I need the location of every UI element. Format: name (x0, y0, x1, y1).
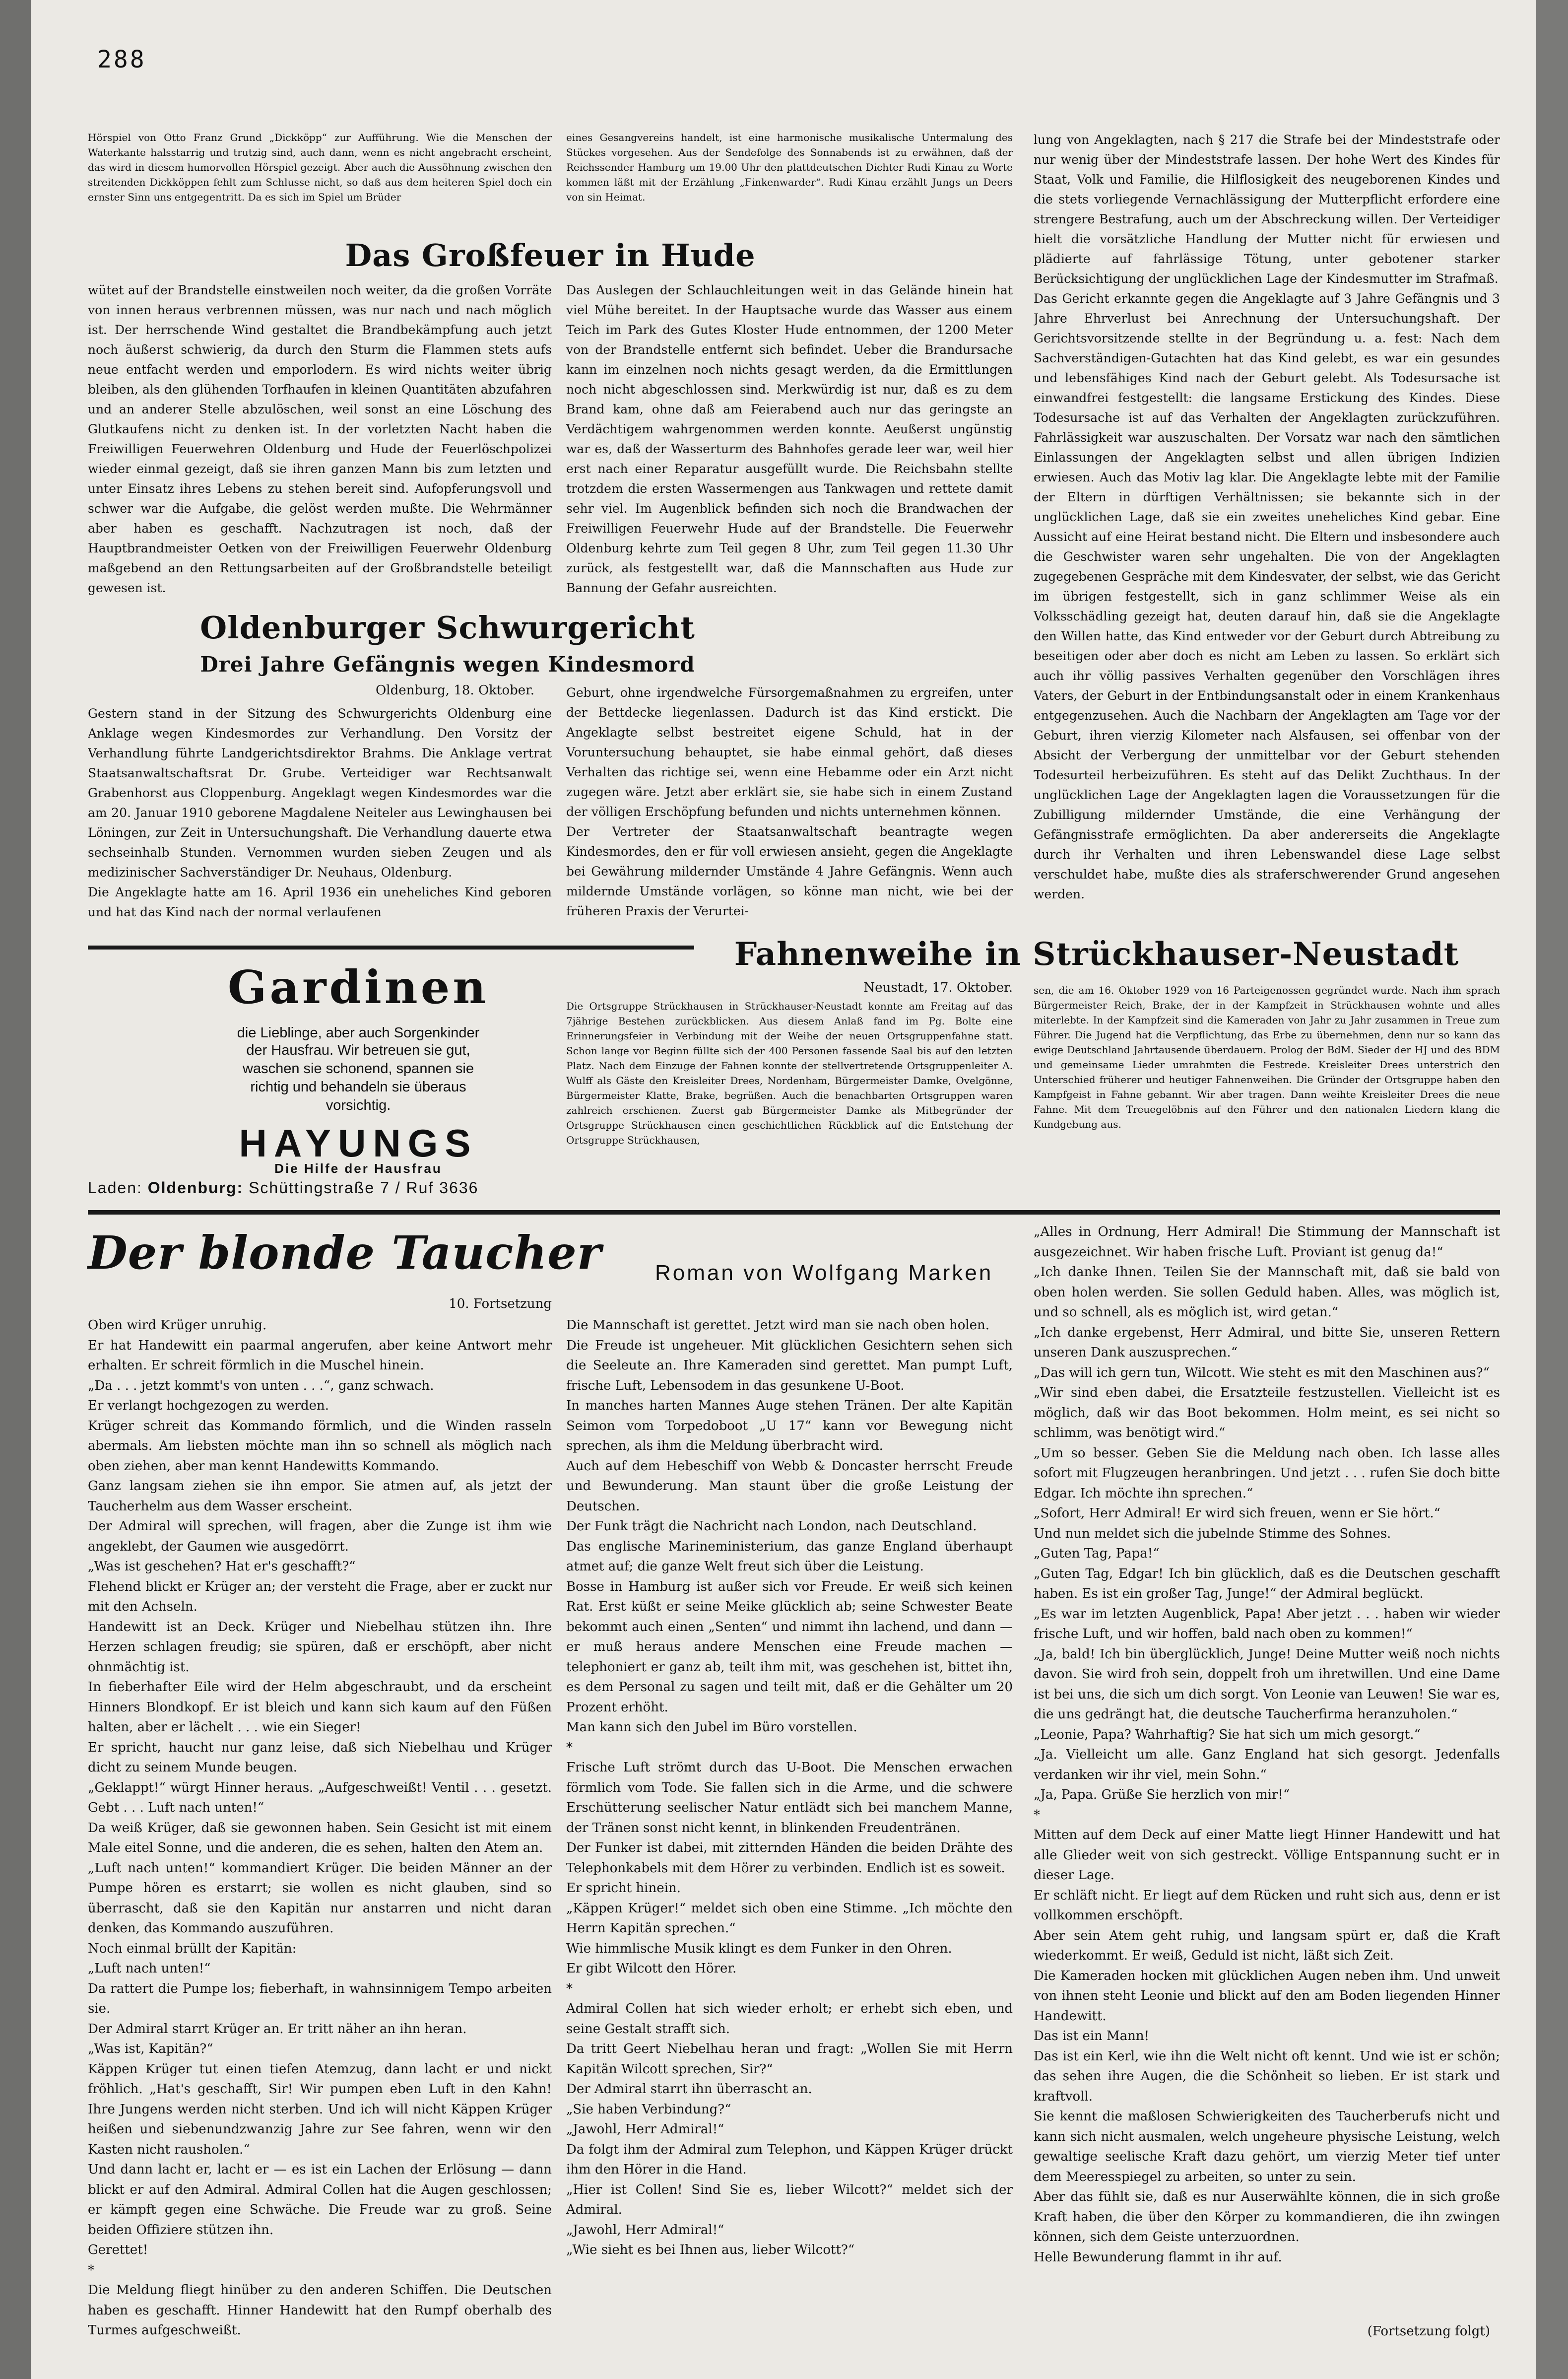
gericht-col2: Geburt, ohne irgendwelche Fürsorgemaßnahmen zu ergreifen, unter der Bettdecke liegenlassen. Dadurch ist das Kind erstickt. Die Angeklagte selbst bestreitet eigene Schuld, hat in der Voruntersuchung behauptet, sie habe einmal gehört, daß dieses Verhalten das richtige sei, wenn eine Hebamme oder ein Arzt nicht zugegen wäre. Jetzt aber erklärt sie, sie habe sich in einem Zustand der völligen Erschöpfung befunden und nichts unternehmen können. Der Vertreter der Staatsanwaltschaft beantragte wegen Kindesmordes, den er für voll erwiesen ansieht, gegen die Angeklagte bei Gewährung mildernder Umstände 4 Jahre Gefängnis. Wenn auch mildernde Umstände vorlägen, so könne man nicht, wie bei der früheren Praxis der Verurtei- (566, 685, 1013, 918)
fahnenweihe-col2: sen, die am 16. Oktober 1929 von 16 Parteigenossen gegründet wurde. Nach ihm sprach Bürgermeister Reich, Brake, der in der Kampfzeit in Strückhausen wohnte und alles miterlebte. In der Kampfzeit sind die Kameraden von Jahr zu Jahr zusammen in Treue zum Führer. Die Jugend hat die Verpflichtung, das Erbe zu übernehmen, denn nur so kann das ewige Deutschland Jahrtausende überdauern. Prolog der BdM. Sieder der HJ und des BDM und gemeinsame Lieder umrahmten die Festrede. Kreisleiter Drees unterstrich den Unterschied früherer und heutiger Fahnenweihen. Die Gründer der Ortsgruppe haben den Kampfgeist in Fahne gebannt. Wir aber tragen. Dann weihte Kreisleiter Drees die neue Fahne. Mit dem Treuegelöbnis auf den Führer und den nationalen Liedern klang die Kundgebung aus. (1034, 984, 1500, 1130)
ad-line-3: waschen sie schonend, spannen sie (243, 1061, 474, 1077)
grossfeuer-headline: Das Großfeuer in Hude (345, 237, 756, 273)
ad-address-city: Oldenburg: (147, 1179, 244, 1197)
roman-title: Der blonde Taucher (88, 1226, 602, 1280)
roman-col3: „Alles in Ordnung, Herr Admiral! Die Stimmung der Mannschaft ist ausgezeichnet. Wir haben frische Luft. Proviant ist genug da!“ „Ich danke Ihnen. Teilen Sie der Mannschaft mit, daß sie bald von oben holen werden. Sie sollen Geduld haben. Alles, was möglich ist, und so schnell, als es möglich ist, wird getan.“ „Ich danke ergebenst, Herr Admiral, und bitte Sie, unseren Rettern unseren Dank auszusprechen.“ „Das will ich gern tun, Wilcott. Wie steht es mit den Maschinen aus?“ „Wir sind eben dabei, die Ersatzteile festzustellen. Vielleicht ist es möglich, daß wir das Boot bekommen. Holm meint, es sei nicht so schlimm, was benötigt wird.“ „Um so besser. Geben Sie die Meldung nach oben. Ich lasse alles sofort mit Flugzeugen heranbringen. Und jetzt . . . rufen Sie doch bitte Edgar. Ich möchte ihn sprechen.“ „Sofort, Herr Admiral! Er wird sich freuen, wenn er Sie hört.“ Und nun meldet sich die jubelnde Stimme des Sohnes. „Guten Tag, Papa!“ „Guten Tag, Edgar! Ich bin glücklich, daß es die Deutschen geschafft haben. Es ist ein großer Tag, Junge!“ der Admiral beglückt. „Es war im letzten Augenblick, Papa! Aber jetzt . . . haben wir wieder frische Luft, und wir hoffen, bald nach oben zu kommen!“ „Ja, bald! Ich bin überglücklich, Junge! Deine Mutter weiß noch nichts davon. Sie wird froh sein, doppelt froh um ihretwillen. Und eine Dame ist bei uns, die sich um dich sorgt. Von Leonie van Leuwen! Sie war es, die uns gedrängt hat, die deutsche Taucherfirma heranzuholen.“ „Leonie, Papa? Wahrhaftig? Sie hat sich um mich gesorgt.“ „Ja. Vielleicht um alle. Ganz England hat sich gesorgt. Jedenfalls verdanken wir ihr viel, mein Sohn.“ „Ja, Papa. Grüße Sie herzlich von mir!“ * Mitten auf dem Deck auf einer Matte liegt Hinner Handewitt und hat alle Glieder weit von sich gestreckt. Völlige Entspannung sucht er in dieser Lage. Er schläft nicht. Er liegt auf dem Rücken und ruht sich aus, denn er ist vollkommen erschöpft. Aber sein Atem geht ruhig, und langsam spürt er, daß die Kraft wiederkommt. Er weiß, Geduld ist nicht, läßt sich Zeit. Die Kameraden hocken mit glücklichen Augen neben ihm. Und unweit von ihnen steht Leonie und blickt auf den am Boden liegenden Hinner Handewitt. Das ist ein Mann! Das ist ein Kerl, wie ihn die Welt nicht oft kennt. Und wie ist er schön; das sehen ihre Augen, die die Schönheit so lieben. Er ist stark und kraftvoll. Sie kennt die maßlosen Schwierigkeiten des Taucherberufs nicht und kann sich nicht ausmalen, welch ungeheure physische Leistung, welch gewaltige seelische Kraft dazu gehört, um vierzig Meter tief unter dem Meeresspiegel zu arbeiten, so unter zu sein. Aber das fühlt sie, daß es nur Auserwählte können, die in sich große Kraft haben, die über den Körper zu kommandieren, die ihn zwingen können, sich dem Geiste unterzuordnen. Helle Bewunderung flammt in ihr auf. (1034, 1224, 1500, 2265)
gericht-subheadline: Drei Jahre Gefängnis wegen Kindesmord (200, 652, 695, 677)
gericht-headline: Oldenburger Schwurgericht (200, 610, 695, 646)
section-rule (88, 1210, 1500, 1215)
ad-slogan: Die Hilfe der Hausfrau (274, 1161, 442, 1176)
ad-title: Gardinen (227, 960, 489, 1014)
gericht-col1: Gestern stand in der Sitzung des Schwurgerichts Oldenburg eine Anklage wegen Kindesmordes zur Verhandlung. Den Vorsitz der Verhandlung führte Landgerichtsdirektor Brahms. Die Anklage vertrat Staatsanwaltschaftsrat Dr. Grube. Verteidiger war Rechtsanwalt Grabenhorst aus Cloppenburg. Angeklagt wegen Kindesmordes war die am 20. Januar 1910 geborene Magdalene Neiteler aus Lewinghausen bei Löningen, zur Zeit in Untersuchungshaft. Die Verhandlung dauerte etwa sechseinhalb Stunden. Vernommen wurden sieben Zeugen und als medizinischer Sachverständiger Dr. Neuhaus, Oldenburg. Die Angeklagte hatte am 16. April 1936 ein uneheliches Kind geboren und hat das Kind nach der normal verlaufenen (88, 706, 552, 919)
fahnenweihe-dateline: Neustadt, 17. Oktober. (863, 980, 1013, 995)
ad-top-rule (88, 946, 694, 950)
ad-line-5: vorsichtig. (326, 1097, 391, 1113)
roman-col1: Oben wird Krüger unruhig. Er hat Handewitt ein paarmal angerufen, aber keine Antwort mehr erhalten. Er schreit förmlich in die Muschel hinein. „Da . . . jetzt kommt's von unten . . .“, ganz schwach. Er verlangt hochgezogen zu werden. Krüger schreit das Kommando förmlich, und die Winden rasseln abermals. Am liebsten möchte man ihn so schnell als möglich nach oben ziehen, aber man kennt Handewitts Kommando. Ganz langsam ziehen sie ihn empor. Sie atmen auf, als jetzt der Taucherhelm aus dem Wasser erscheint. Der Admiral will sprechen, will fragen, aber die Zunge ist ihm wie angeklebt, der Gaumen wie ausgedörrt. „Was ist geschehen? Hat er's geschafft?“ Flehend blickt er Krüger an; der versteht die Frage, aber er zuckt nur mit den Achseln. Handewitt ist an Deck. Krüger und Niebelhau stützen ihn. Ihre Herzen schlagen freudig; sie spüren, daß er erschöpft, aber nicht ohnmächtig ist. In fieberhafter Eile wird der Helm abgeschraubt, und da erscheint Hinners Blondkopf. Er ist bleich und kann sich kaum auf den Füßen halten, aber er lächelt . . . wie ein Sieger! Er spricht, haucht nur ganz leise, daß sich Niebelhau und Krüger dicht zu seinem Munde beugen. „Geklappt!“ würgt Hinner heraus. „Aufgeschweißt! Ventil . . . gesetzt. Gebt . . . Luft nach unten!“ Da weiß Krüger, daß sie gewonnen haben. Sein Gesicht ist mit einem Male eitel Sonne, und die anderen, die es sehen, halten den Atem an. „Luft nach unten!“ kommandiert Krüger. Die beiden Männer an der Pumpe hören es erstarrt; sie wollen es nicht glauben, sind so überrascht, daß sie den Kapitän nur anstarren und nicht daran denken, das Kommando auszuführen. Noch einmal brüllt der Kapitän: „Luft nach unten!“ Da rattert die Pumpe los; fieberhaft, in wahnsinnigem Tempo arbeiten sie. Der Admiral starrt Krüger an. Er tritt näher an ihn heran. „Was ist, Kapitän?“ Käppen Krüger tut einen tiefen Atemzug, dann lacht er und nickt fröhlich. „Hat's geschafft, Sir! Wir pumpen eben Luft in den Kahn! Ihre Jungens werden nicht sterben. Und ich will nicht Käppen Krüger heißen und siebenundzwanzig Jahre zur See fahren, wenn wir den Kasten nicht rausholen.“ Und dann lacht er, lacht er — es ist ein Lachen der Erlösung — dann blickt er auf den Admiral. Admiral Collen hat die Augen geschlossen; er kämpft gegen eine Schwäche. Die Freude war zu groß. Seine beiden Offiziere stützen ihn. Gerettet! * Die Meldung fliegt hinüber zu den anderen Schiffen. Die Deutschen haben es geschafft. Hinner Handewitt hat den Rumpf oberhalb des Turmes aufgeschweißt. (88, 1318, 552, 2338)
ad-address-rest: Schüttingstraße 7 / Ruf 3636 (249, 1179, 479, 1197)
hoerspiel-col1: Hörspiel von Otto Franz Grund „Dickköpp“ zur Aufführung. Wie die Menschen der Waterkante halsstarrig und trutzig sind, auch dann, wenn es nicht angebracht erscheint, das wird in diesem humorvollen Hörspiel gezeigt. Aber auch die Aussöhnung zwischen den streitenden Dickköppen fehlt zum Schlusse nicht, so daß aus dem heiteren Spiel doch ein ernster Sinn uns entgegentritt. Da es sich im Spiel um Brüder (88, 132, 552, 203)
scan-edge-left (0, 0, 31, 2379)
fahnenweihe-col1: Die Ortsgruppe Strückhausen in Strückhauser-Neustadt konnte am Freitag auf das 7jährige Bestehen zurückblicken. Aus diesem Anlaß fand im Pg. Bolte eine Erinnerungsfeier in Verbindung mit der Weihe der neuen Ortsgruppenfahne statt. Schon lange vor Beginn füllte sich der 400 Personen fassende Saal bis auf den letzten Platz. Nach dem Einzuge der Fahnen konnte der stellvertretende Ortsgruppenleiter A. Wulff als Gäste den Kreisleiter Drees, Nordenham, Bürgermeister Damke, Ovelgönne, Bürgermeister Klatte, Brake, begrüßen. Auch die benachbarten Ortsgruppen waren zahlreich erschienen. Zuerst gab Bürgermeister Damke als Mitbegründer der Ortsgruppe Strückhausen einen geschichtlichen Rückblick auf die Entstehung der Ortsgruppe Strückhausen, (566, 1000, 1013, 1146)
gericht-col3: lung von Angeklagten, nach § 217 die Strafe bei der Mindeststrafe oder nur wenig über der Mindeststrafe lassen. Der hohe Wert des Kindes für Staat, Volk und Familie, die Hilflosigkeit des neugeborenen Kindes und die stets vorliegende Vernachlässigung der Mutterpflicht erfordere eine strengere Bestrafung, auch um der Abschreckung willen. Der Verteidiger hielt die vorsätzliche Handlung der Mutter nicht für erwiesen und plädierte auf fahrlässige Tötung, unter gebotener starker Berücksichtigung der unglücklichen Lage der Kindesmutter im Strafmaß. Das Gericht erkannte gegen die Angeklagte auf 3 Jahre Gefängnis und 3 Jahre Ehrverlust bei Anrechnung der Untersuchungshaft. Der Gerichtsvorsitzende stellte in der Begründung u. a. fest: Nach dem Sachverständigen-Gutachten hat das Kind gelebt, es war ein gesundes und lebensfähiges Kind nach der Geburt gelebt. Als Todesursache ist einwandfrei festgestellt: die langsame Erstickung des Kindes. Diese Todesursache ist auf das Verhalten der Angeklagten zurückzuführen. Fahrlässigkeit war auszuschalten. Der Vorsatz war nach den sämtlichen Einlassungen der Angeklagten selbst und allen übrigen Indizien erwiesen. Auch das Motiv lag klar. Die Angeklagte lebte mit der Familie der Eltern in dürftigen Verhältnissen; sie bekannte sich in der unglücklichen Lage, daß sie ein zweites uneheliches Kind gebar. Eine Aussicht auf eine Heirat bestand nicht. Die Eltern und insbesondere auch die Geschwister waren sehr ungehalten. Die von der Angeklagten zugegebenen Gespräche mit dem Kindesvater, der selbst, wie das Gericht im übrigen festgestellt, sich in ganz schlimmer Weise als ein Volksschädling gezeigt hat, deuten darauf hin, daß sie die Angeklagte den Willen hatte, das Kind entweder vor der Geburt durch Abtreibung zu beseitigen oder aber doch es nicht am Leben zu lassen. So erklärt sich auch ihr völlig passives Verhalten gegenüber den Vorschlägen ihres Vaters, der Geburt in der Entbindungsanstalt oder in einem Krankenhaus entgegenzusehen. Auch die Nachbarn der Angeklagten am Tage vor der Geburt, ihren vierzig Kilometer nach Alsfausen, sei offenbar von der Absicht der Verbergung der unmittelbar vor der Geburt stehenden Todesurteil herbeizuführen. Es steht auf das Delikt Zuchthaus. In der unglücklichen Lage der Angeklagten lagen die Voraussetzungen für die Zubilligung mildernder Umstände, die eine Verhängung der Gefängnisstrafe ermöglichten. Da aber andererseits die Angeklagte durch ihr Verhalten und ihren Lebenswandel diese Lage selbst verschuldet habe, mußte dies als straferschwerender Grund angesehen werden. (1034, 133, 1500, 901)
roman-col2: Die Mannschaft ist gerettet. Jetzt wird man sie nach oben holen. Die Freude ist ungeheuer. Mit glücklichen Gesichtern sehen sich die Seeleute an. Ihre Kameraden sind gerettet. Man pumpt Luft, frische Luft, Lebensodem in das gesunkene U-Boot. In manches harten Mannes Auge stehen Tränen. Der alte Kapitän Seimon vom Torpedoboot „U 17“ kann vor Bewegung nicht sprechen, als ihm die Meldung überbracht wird. Auch auf dem Hebeschiff von Webb & Doncaster herrscht Freude und Bewunderung. Man staunt über die große Leistung der Deutschen. Der Funk trägt die Nachricht nach London, nach Deutschland. Das englische Marineministerium, das ganze England überhaupt atmet auf; die ganze Welt freut sich über die Leistung. Bosse in Hamburg ist außer sich vor Freude. Er weiß sich keinen Rat. Erst küßt er seine Meike glücklich ab; seine Schwester Beate bekommt auch einen „Senten“ und nimmt ihn lachend, und dann — er muß heraus andere Menschen eine Freude machen — telephoniert er ganz ab, teilt ihm mit, was geschehen ist, bittet ihn, es dem Personal zu sagen und teilt mit, daß er die Gehälter um 20 Prozent erhöht. Man kann sich den Jubel im Büro vorstellen. * Frische Luft strömt durch das U-Boot. Die Menschen erwachen förmlich vom Tode. Sie fallen sich in die Arme, und die schwere Erschütterung seelischer Natur entlädt sich bei manchem Manne, der Tränen sonst nicht kennt, in blinkenden Freudentränen. Der Funker ist dabei, mit zitternden Händen die beiden Drähte des Telephonkabels mit dem Hörer zu verbinden. Endlich ist es soweit. Er spricht hinein. „Käppen Krüger!“ meldet sich oben eine Stimme. „Ich möchte den Herrn Kapitän sprechen.“ Wie himmlische Musik klingt es dem Funker in den Ohren. Er gibt Wilcott den Hörer. * Admiral Collen hat sich wieder erholt; er erhebt sich eben, und seine Gestalt strafft sich. Da tritt Geert Niebelhau heran und fragt: „Wollen Sie mit Herrn Kapitän Wilcott sprechen, Sir?“ Der Admiral starrt ihn überrascht an. „Sie haben Verbindung?“ „Jawohl, Herr Admiral!“ Da folgt ihm der Admiral zum Telephon, und Käppen Krüger drückt ihm den Hörer in die Hand. „Hier ist Collen! Sind Sie es, lieber Wilcott?“ meldet sich der Admiral. „Jawohl, Herr Admiral!“ „Wie sieht es bei Ihnen aus, lieber Wilcott?“ (566, 1318, 1013, 2257)
ad-address (88, 1179, 634, 1197)
scan-edge-right (1536, 0, 1568, 2379)
hoerspiel-col2: eines Gesangvereins handelt, ist eine harmonische musikalische Untermalung des Stückes vorgesehen. Aus der Sendefolge des Sonnabends ist zu erwähnen, daß der Reichssender Hamburg um 19.00 Uhr den plattdeutschen Dichter Rudi Kinau zu Worte kommen läßt mit der Erzählung „Finkenwarder“. Rudi Kinau erzählt Jungs un Deers von sin Heimat. (566, 132, 1013, 203)
grossfeuer-col2: Das Auslegen der Schlauchleitungen weit in das Gelände hinein hat viel Mühe bereitet. In der Hauptsache wurde das Wasser aus einem Teich im Park des Gutes Kloster Hude entnommen, der 1200 Meter von der Brandstelle entfernt sich befindet. Ueber die Brandursache kann im einzelnen noch nichts gesagt werden, da die Ermittlungen noch nicht abgeschlossen sind. Merkwürdig ist nur, daß es zu dem Brand kam, ohne daß am Feierabend auch nur das geringste an Verdächtigem wahrgenommen werden konnte. Aeußerst ungünstig war es, daß der Wasserturm des Bahnhofes gerade leer war, weil hier erst nach einer Reparatur ausgefüllt wurde. Die Reichsbahn stellte trotzdem die ersten Wassermengen aus Tankwagen und rettete damit sehr viel. Im Augenblick befinden sich noch die Brandwachen der Freiwilligen Feuerwehr Hude auf der Brandstelle. Die Feuerwehr Oldenburg kehrte zum Teil gegen 8 Uhr, zum Teil gegen 11.30 Uhr zurück, als festgestellt war, daß die Mannschaften aus Hude zur Bannung der Gefahr ausreichten. (566, 283, 1013, 595)
ad-address-label: Laden: (88, 1179, 142, 1197)
ad-line-4: richtig und behandeln sie überaus (250, 1079, 466, 1095)
ad-line-1: die Lieblinge, aber auch Sorgenkinder (237, 1025, 480, 1041)
roman-continued: (Fortsetzung folgt) (1367, 2324, 1490, 2339)
ad-brand: HAYUNGS (239, 1121, 478, 1165)
page-number: 288 (97, 46, 146, 73)
roman-byline: Roman von Wolfgang Marken (655, 1261, 993, 1285)
roman-installment: 10. Fortsetzung (449, 1296, 552, 1311)
ad-line-2: der Hausfrau. Wir betreuen sie gut, (246, 1042, 470, 1058)
grossfeuer-col1: wütet auf der Brandstelle einstweilen noch weiter, da die großen Vorräte von innen heraus verbrennen müssen, was nur nach und nach möglich ist. Der herrschende Wind gestaltet die Brandbekämpfung auch jetzt noch äußerst schwierig, da durch den Sturm die Flammen stets aufs neue entfacht werden und emporlodern. Es wird nichts weiter übrig bleiben, als den glühenden Torfhaufen in kleinen Quantitäten abzufahren und an anderer Stelle abzulöschen, weil sonst an eine Löschung des Glutkaufens nicht zu denken ist. In der vorletzten Nacht haben die Freiwilligen Feuerwehren Oldenburg und Hude der Feuerlöschpolizei wieder einmal gezeigt, daß sie ihren ganzen Mann bis zum letzten und unter Einsatz ihres Lebens zu stehen bereit sind. Aufopferungsvoll und schwer war die Aufgabe, die gelöst werden mußte. Die Wehrmänner aber haben es geschafft. Nachzutragen ist noch, daß der Hauptbrandmeister Oetken von der Freiwilligen Feuerwehr Oldenburg maßgebend an den Rettungsarbeiten auf der Großbrandstelle beteiligt gewesen ist. (88, 283, 552, 595)
gericht-dateline: Oldenburg, 18. Oktober. (375, 683, 534, 698)
fahnenweihe-headline: Fahnenweihe in Strückhauser-Neustadt (734, 936, 1459, 973)
